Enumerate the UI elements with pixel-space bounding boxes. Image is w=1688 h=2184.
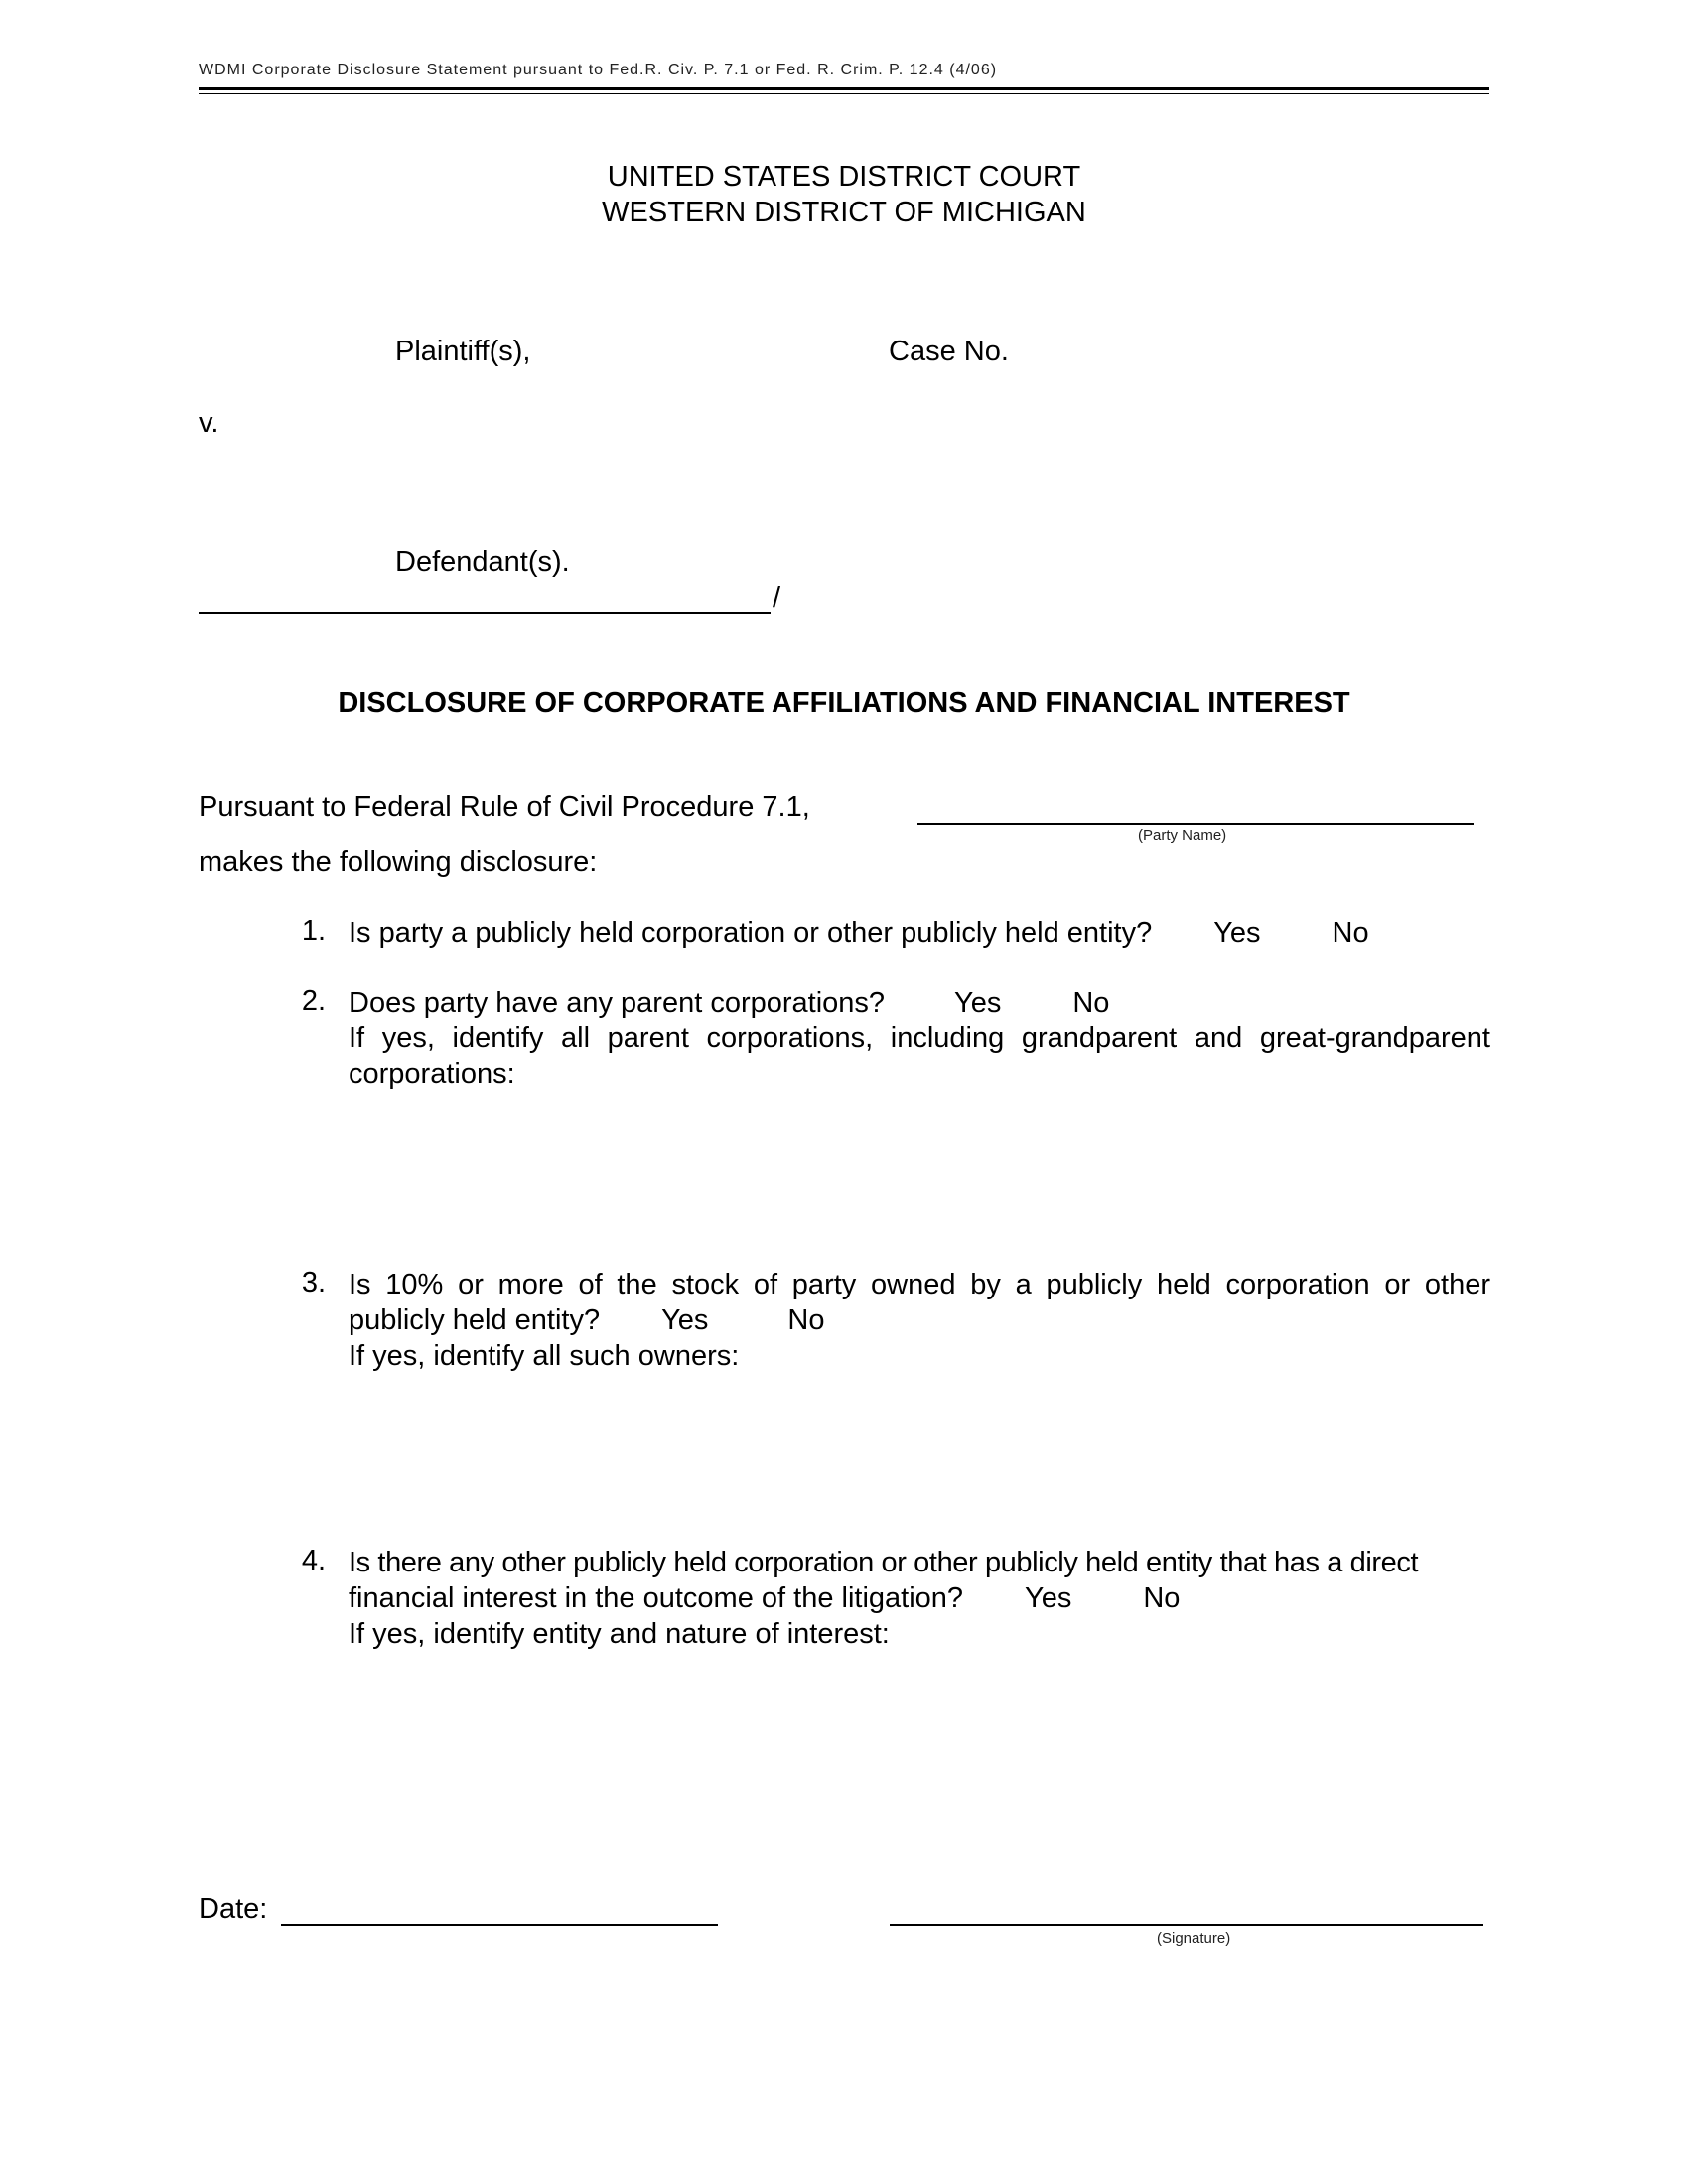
pursuant-text: Pursuant to Federal Rule of Civil Procedure 7.1, [199,791,810,823]
court-district: WESTERN DISTRICT OF MICHIGAN [602,197,1086,228]
question-2-followup: If yes, identify all parent corporations, including grandparent and great-grandparent corporations: [349,1023,1490,1090]
header-rule-thin [199,93,1489,94]
question-1-yes[interactable]: Yes [1213,917,1261,949]
question-3 [349,1267,1490,1374]
question-2-number: 2. [301,985,326,1017]
question-4-text-line2: financial interest in the outcome of the litigation? [349,1582,964,1614]
question-4-no[interactable]: No [1143,1582,1181,1614]
case-number-label: Case No. [889,336,1009,367]
court-name: UNITED STATES DISTRICT COURT [607,161,1081,193]
signature-caption: (Signature) [1157,1930,1231,1947]
caption-divider-line [199,612,771,614]
versus-label: v. [199,407,219,439]
question-3-text-line1: Is 10% or more of the stock of party owned by a publicly held corporation or other [349,1269,1490,1300]
question-4-yes[interactable]: Yes [1025,1582,1072,1614]
question-2-no[interactable]: No [1072,987,1110,1019]
signature-field[interactable] [890,1924,1483,1926]
question-4-text-line1: Is there any other publicly held corporation or other publicly held entity that has a direct [349,1547,1419,1578]
question-3-followup: If yes, identify all such owners: [349,1340,740,1372]
question-4 [349,1545,1490,1652]
question-3-text-line2: publicly held entity? [349,1304,601,1336]
question-1-number: 1. [301,915,326,947]
party-name-caption: (Party Name) [1138,827,1227,844]
question-1-no[interactable]: No [1332,917,1369,949]
question-4-number: 4. [301,1545,326,1576]
header-rule-thick [199,87,1489,90]
party-name-field[interactable] [917,823,1474,825]
date-label: Date: [199,1893,268,1925]
question-3-no[interactable]: No [787,1304,825,1336]
makes-disclosure-text: makes the following disclosure: [199,846,598,878]
question-1-text: Is party a publicly held corporation or other publicly held entity? [349,917,1153,949]
date-field[interactable] [281,1924,718,1926]
question-3-number: 3. [301,1267,326,1298]
plaintiff-label: Plaintiff(s), [395,336,531,367]
question-4-followup: If yes, identify entity and nature of interest: [349,1618,890,1650]
question-2 [349,985,1490,1092]
question-2-text: Does party have any parent corporations? [349,987,886,1019]
question-1 [349,915,1490,951]
question-3-yes[interactable]: Yes [661,1304,709,1336]
caption-slash: / [773,582,781,614]
form-reference-note: WDMI Corporate Disclosure Statement pursuant to Fed.R. Civ. P. 7.1 or Fed. R. Crim. P. 12.4 (4/06) [199,62,998,78]
question-2-yes[interactable]: Yes [954,987,1002,1019]
document-title: DISCLOSURE OF CORPORATE AFFILIATIONS AND FINANCIAL INTEREST [338,687,1350,719]
defendant-label: Defendant(s). [395,546,570,578]
